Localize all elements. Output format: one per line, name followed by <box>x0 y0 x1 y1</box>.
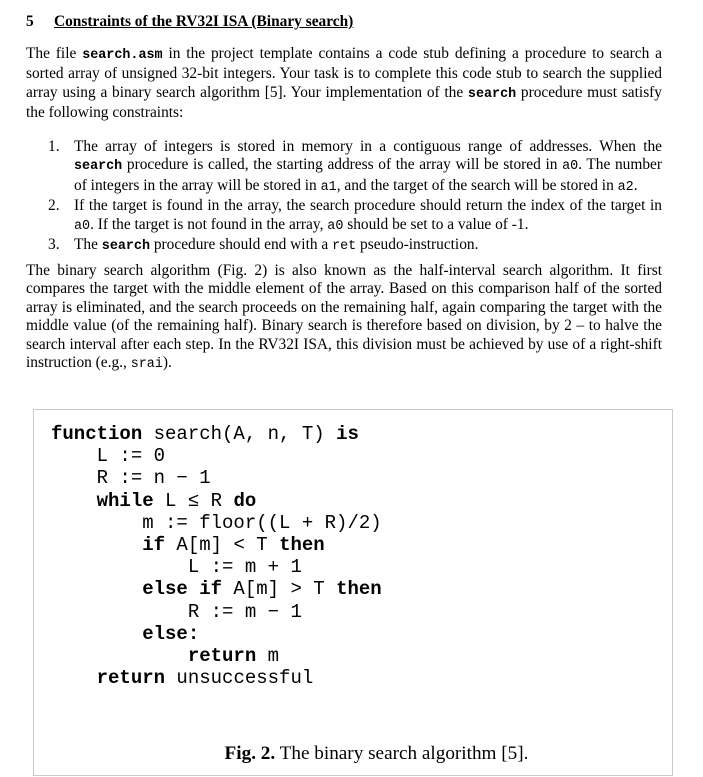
inline-code: ret <box>332 239 357 255</box>
intro-paragraph <box>26 45 662 123</box>
text-run: . <box>633 176 638 194</box>
code-keyword: while <box>51 489 154 512</box>
code-text: m <box>256 645 280 668</box>
code-keyword: else if <box>51 578 223 601</box>
text-run: If the target is found in the array, the search procedure should return the index of the target in <box>74 197 662 215</box>
constraint-text <box>74 197 662 232</box>
code-keyword: return <box>51 645 257 668</box>
text-run: should be set to a value of -1. <box>343 215 529 233</box>
text-run: , and the target of the search will be stored in <box>336 176 618 194</box>
code-line <box>51 601 382 623</box>
code-keyword: is <box>336 423 359 445</box>
section-heading <box>26 13 686 31</box>
text-run: . If the target is not found in the array, <box>90 215 328 233</box>
inline-code: search <box>101 239 150 255</box>
text-run: procedure should end with a <box>150 236 333 254</box>
constraint-item <box>48 197 662 236</box>
inline-code: a1 <box>320 179 337 195</box>
code-line <box>51 534 382 556</box>
inline-code: search <box>74 159 123 175</box>
list-marker: 1. <box>48 138 60 155</box>
text-run: The file <box>26 45 83 62</box>
text-run: The array of integers is stored in memory in a contiguous range of addresses. When the <box>74 138 662 155</box>
code-keyword: if <box>51 534 166 557</box>
code-keyword: then <box>336 578 382 601</box>
text-run: ). <box>162 354 172 372</box>
constraint-item <box>48 236 662 256</box>
code-line <box>51 667 382 689</box>
text-run: pseudo-instruction. <box>356 236 479 254</box>
code-line <box>51 623 382 645</box>
inline-code: search.asm <box>82 48 163 63</box>
constraint-text <box>74 236 478 253</box>
code-line <box>51 490 382 512</box>
list-marker: 2. <box>48 197 60 215</box>
text-run: The binary search algorithm (Fig. 2) is also known as the half-interval search algorithm. It first compares the target with the middle element of the array. Based on this comparison half of the sorted array is eliminated, and the search proceeds on the remaining half, again comparing the target with the middle value (of the remaining half). Binary search is therefore based on division, by 2 – to halve the search interval after each step. In the RV32I ISA, this division must be achieved by use of a right-shift instruction (e.g., <box>26 262 662 372</box>
section-number: 5 <box>26 13 34 30</box>
constraint-item <box>48 138 662 197</box>
code-line <box>51 512 382 534</box>
inline-code: a0 <box>74 218 91 234</box>
code-text: unsuccessful <box>165 667 314 690</box>
code-line <box>51 645 382 667</box>
code-keyword: do <box>233 489 257 512</box>
section-title: Constraints of the RV32I ISA (Binary search) <box>54 13 354 30</box>
figure-caption-text: The binary search algorithm [5]. <box>275 743 529 764</box>
code-line <box>51 445 382 467</box>
inline-code: a0 <box>327 218 344 234</box>
code-line <box>51 556 382 578</box>
list-marker: 3. <box>48 236 60 254</box>
code-text: m := floor((L + R)/2) <box>51 511 382 534</box>
text-run: procedure must satisfy the following constraints: <box>26 83 662 122</box>
code-text: R := m − 1 <box>51 600 302 623</box>
code-text: L := m + 1 <box>51 556 302 579</box>
code-text: L ≤ R <box>153 489 234 512</box>
inline-code: search <box>467 86 517 102</box>
text-run: in the project template contains a code stub defining a procedure to search a sorted array of unsigned 32-bit integers. Your task is to complete this code stub to search the supplied array using a binary search algorithm [5]. Your implementation of the <box>26 45 662 101</box>
text-run: procedure is called, the starting address of the array will be stored in <box>122 156 563 174</box>
code-keyword: return <box>51 667 166 690</box>
code-keyword: else: <box>51 622 200 645</box>
code-line <box>51 578 382 600</box>
figure-label: Fig. 2. <box>224 743 276 764</box>
inline-code: srai <box>130 357 163 373</box>
algorithm-pseudocode <box>51 423 382 689</box>
code-line <box>51 423 382 445</box>
constraint-text <box>74 138 662 194</box>
text-run: . The number of integers in the array will be stored in <box>74 156 662 194</box>
inline-code: a2 <box>617 179 634 195</box>
inline-code: a0 <box>562 159 579 175</box>
code-text: A[m] < T <box>165 534 280 557</box>
code-keyword: function <box>51 423 143 445</box>
figure-caption <box>0 743 703 765</box>
code-keyword: then <box>279 534 325 557</box>
text-run: The <box>74 236 102 254</box>
code-line <box>51 467 382 489</box>
code-text: L := 0 <box>51 445 166 468</box>
code-text: R := n − 1 <box>51 467 211 490</box>
algorithm-paragraph <box>26 262 662 374</box>
constraints-list <box>48 138 662 256</box>
code-text: search(A, n, T) <box>142 423 337 445</box>
code-text: A[m] > T <box>222 578 337 601</box>
